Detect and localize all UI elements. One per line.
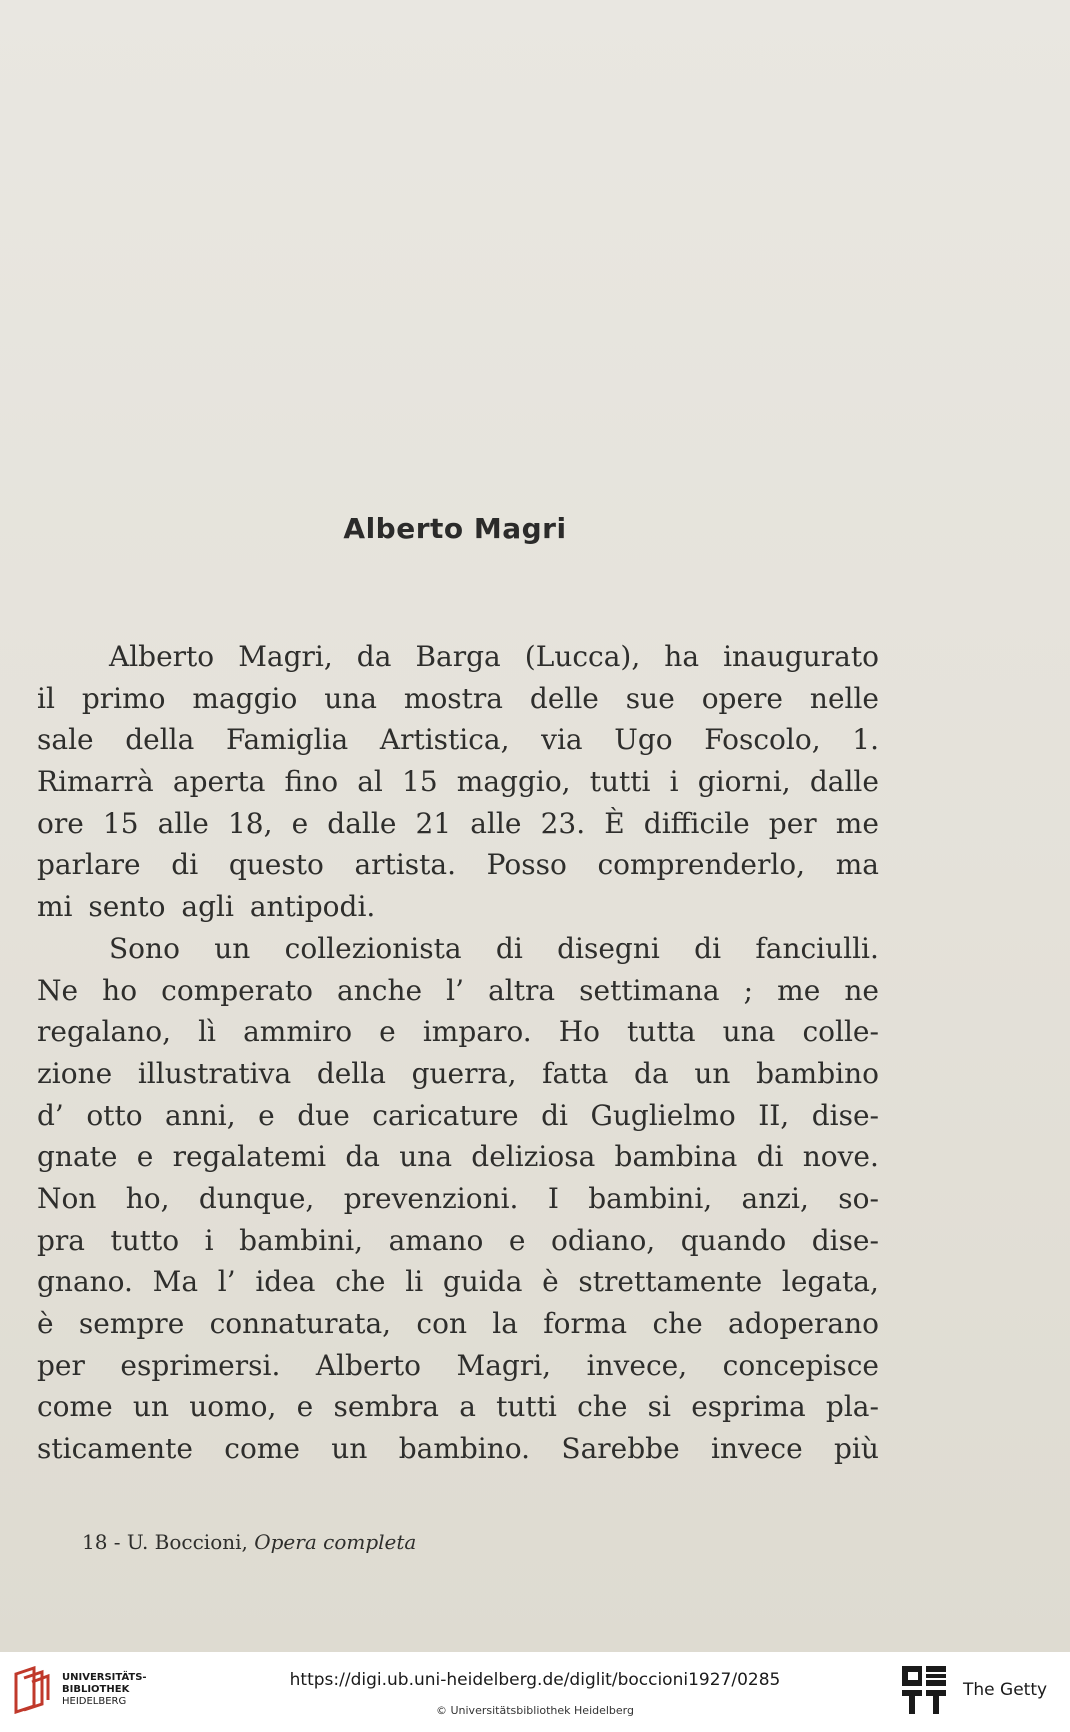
word: e	[258, 1098, 275, 1132]
word: quando	[680, 1223, 787, 1257]
word: da	[345, 1140, 380, 1174]
word: per	[768, 806, 817, 840]
word: uomo,	[189, 1390, 277, 1424]
word: per	[37, 1348, 85, 1382]
word: nelle	[809, 681, 879, 715]
word: II,	[758, 1098, 790, 1132]
word: connaturata,	[209, 1307, 392, 1340]
word: comprenderlo,	[597, 848, 806, 882]
word: imparo.	[422, 1015, 532, 1049]
signature-footer	[82, 1530, 416, 1554]
word: un	[214, 931, 251, 965]
word: caricature	[372, 1098, 519, 1132]
word: giorni,	[697, 765, 791, 799]
word: un	[132, 1390, 169, 1424]
word: otto	[86, 1098, 143, 1132]
word: disegni	[557, 931, 660, 965]
text-line	[37, 636, 879, 678]
word: della	[125, 723, 195, 757]
word: bambina	[614, 1140, 738, 1174]
partner-name: The Getty	[963, 1680, 1048, 1700]
library-name-line: UNIVERSITÄTS-	[62, 1672, 147, 1683]
text-line	[37, 1261, 879, 1303]
word: 15	[402, 765, 438, 799]
word: della	[316, 1056, 386, 1090]
word: delle	[529, 681, 599, 715]
word: un	[694, 1056, 731, 1090]
word: ne	[844, 973, 879, 1007]
word: e	[508, 1223, 526, 1257]
word: 21	[415, 806, 452, 840]
word: inaugurato	[723, 640, 879, 673]
word: di	[171, 848, 199, 882]
word: una	[324, 681, 377, 715]
word: dunque,	[198, 1181, 315, 1215]
word: di	[756, 1140, 784, 1174]
word: è	[37, 1307, 54, 1340]
word: e	[136, 1140, 154, 1174]
word: e	[291, 806, 309, 840]
word: tutta	[627, 1015, 696, 1049]
word: i	[669, 765, 679, 799]
word: fatta	[542, 1056, 609, 1090]
word: primo	[81, 681, 166, 715]
word: ammiro	[243, 1015, 353, 1049]
word: da	[356, 640, 392, 673]
word: che	[335, 1265, 386, 1299]
word: me	[777, 973, 821, 1007]
word: d’	[37, 1098, 64, 1132]
word: invece,	[586, 1348, 688, 1382]
word: via	[541, 723, 583, 757]
text-line	[37, 1178, 879, 1220]
word: Ne	[37, 973, 79, 1007]
word: li	[405, 1265, 424, 1299]
word: una	[722, 1015, 776, 1049]
word: come	[37, 1390, 113, 1424]
word: Guglielmo	[590, 1098, 736, 1132]
word: sticamente	[37, 1432, 193, 1466]
copyright-notice: © Universitätsbibliothek Heidelberg	[435, 1704, 634, 1717]
paragraph-2	[37, 928, 879, 1470]
word: 1.	[852, 723, 879, 757]
word: illustrativa	[137, 1056, 292, 1090]
word: Ma	[152, 1265, 199, 1299]
word: l’	[217, 1265, 236, 1299]
word: ha	[664, 640, 700, 673]
footer-prefix: 18 - U. Boccioni,	[82, 1530, 255, 1554]
word: questo	[228, 848, 324, 882]
word: a	[459, 1390, 476, 1424]
word: adoperano	[728, 1307, 879, 1340]
word: un	[331, 1432, 368, 1466]
text-line	[37, 761, 879, 803]
text-line	[37, 1303, 879, 1345]
digital-library-bar	[0, 1652, 1070, 1732]
word: Rimarrà	[37, 765, 154, 799]
text-line	[37, 928, 879, 970]
word: concepisce	[722, 1348, 879, 1382]
word: sembra	[333, 1390, 439, 1424]
word: dalle	[809, 765, 879, 799]
word: con	[416, 1307, 467, 1340]
word: bambino	[756, 1056, 879, 1090]
word: anche	[337, 973, 423, 1007]
word: maggio	[192, 681, 298, 715]
word: colle-	[802, 1015, 879, 1049]
text-line	[37, 803, 879, 845]
word: anzi,	[741, 1181, 809, 1215]
word: Magri,	[238, 640, 333, 673]
word: ho	[102, 973, 138, 1007]
word: Alberto	[315, 1348, 422, 1382]
word: alle	[470, 806, 522, 840]
text-line	[37, 1345, 879, 1387]
permalink-url[interactable]: https://digi.ub.uni-heidelberg.de/diglit/boccioni1927/0285	[289, 1670, 781, 1690]
word: Artistica,	[379, 723, 510, 757]
word: zione	[37, 1056, 113, 1090]
word: 15	[102, 806, 139, 840]
word: l’	[446, 973, 464, 1007]
word: tutto	[110, 1223, 180, 1257]
text-line	[37, 970, 879, 1012]
word: (Lucca),	[524, 640, 641, 673]
word: opere	[701, 681, 783, 715]
word: come	[224, 1432, 300, 1466]
word: gnate	[37, 1140, 118, 1174]
word: so-	[838, 1181, 879, 1215]
word: più	[834, 1432, 879, 1466]
word: Barga	[415, 640, 501, 673]
word: bambino.	[398, 1432, 531, 1466]
text-line	[37, 1220, 879, 1262]
word: difficile	[643, 806, 750, 840]
word: due	[297, 1098, 350, 1132]
word: che	[577, 1390, 628, 1424]
word: gnano.	[37, 1265, 133, 1299]
word: Alberto	[109, 640, 215, 673]
word: altra	[488, 973, 556, 1007]
word: I	[547, 1181, 559, 1215]
text-line	[37, 719, 879, 761]
word: ore	[37, 806, 84, 840]
word: ma	[835, 848, 879, 882]
word: settimana	[579, 973, 720, 1007]
text-line	[37, 1386, 879, 1428]
word: pra	[37, 1223, 86, 1257]
word: bambini,	[588, 1181, 713, 1215]
word: regalatemi	[172, 1140, 327, 1174]
word: Famiglia	[225, 723, 349, 757]
word: di	[694, 931, 722, 965]
word: idea	[255, 1265, 316, 1299]
word: sue	[625, 681, 675, 715]
word: al	[357, 765, 383, 799]
word: Sono	[109, 931, 180, 965]
word: parlare	[37, 848, 141, 882]
word: tutti	[589, 765, 651, 799]
word: di	[541, 1098, 569, 1132]
word: aperta	[172, 765, 266, 799]
footer-italic-title: Opera completa	[254, 1530, 417, 1554]
library-name-line: HEIDELBERG	[62, 1696, 127, 1707]
word: alle	[157, 806, 209, 840]
word: maggio,	[456, 765, 571, 799]
word: forma	[543, 1307, 628, 1340]
word: fino	[284, 765, 339, 799]
word: pla-	[825, 1390, 879, 1424]
word: invece	[711, 1432, 803, 1466]
word: lì	[198, 1015, 217, 1049]
word: esprima	[691, 1390, 806, 1424]
word: e	[379, 1015, 396, 1049]
text-line	[37, 844, 879, 886]
word: Non	[37, 1181, 97, 1215]
word: prevenzioni.	[343, 1181, 519, 1215]
text-line	[37, 1053, 879, 1095]
word: guida	[442, 1265, 523, 1299]
word: sempre	[78, 1307, 185, 1340]
word: il	[37, 681, 55, 715]
text-line: mi sento agli antipodi.	[37, 890, 376, 924]
word: 23.	[540, 806, 586, 840]
article-title: Alberto Magri	[343, 512, 567, 545]
text-line	[37, 678, 879, 720]
word: 18,	[227, 806, 273, 840]
word: artista.	[354, 848, 456, 882]
word: legata,	[781, 1265, 879, 1299]
word: deliziosa	[471, 1140, 596, 1174]
text-line	[37, 1095, 879, 1137]
word: tutti	[496, 1390, 557, 1424]
word: collezionista	[284, 931, 462, 965]
word: bambini,	[239, 1223, 364, 1257]
word: Ugo	[614, 723, 673, 757]
word: È	[604, 806, 625, 840]
word: Posso	[486, 848, 567, 882]
word: i	[204, 1223, 214, 1257]
word: dise-	[811, 1098, 879, 1132]
word: comperato	[161, 973, 313, 1007]
word: che	[652, 1307, 703, 1340]
word: me	[835, 806, 879, 840]
word: anni,	[165, 1098, 236, 1132]
article-body	[37, 636, 879, 1470]
word: strettamente	[578, 1265, 763, 1299]
word: esprimersi.	[120, 1348, 281, 1382]
word: regalano,	[37, 1015, 172, 1049]
word: ;	[743, 973, 754, 1007]
word: sale	[37, 723, 94, 757]
word: la	[492, 1307, 518, 1340]
word: Foscolo,	[704, 723, 821, 757]
word: ho,	[125, 1181, 170, 1215]
word: amano	[388, 1223, 484, 1257]
word: Sarebbe	[561, 1432, 680, 1466]
word: mostra	[403, 681, 503, 715]
word: Ho	[558, 1015, 600, 1049]
word: di	[495, 931, 523, 965]
library-name-line: BIBLIOTHEK	[62, 1684, 130, 1695]
word: Magri,	[456, 1348, 552, 1382]
word: si	[647, 1390, 671, 1424]
word: dise-	[811, 1223, 879, 1257]
word: odiano,	[550, 1223, 656, 1257]
word: da	[634, 1056, 669, 1090]
text-line	[37, 1136, 879, 1178]
word: una	[399, 1140, 453, 1174]
word: nove.	[802, 1140, 879, 1174]
getty-logo-icon[interactable]	[900, 1664, 948, 1720]
word: è	[542, 1265, 559, 1299]
word: fanciulli.	[755, 931, 879, 965]
word: guerra,	[411, 1056, 517, 1090]
word: e	[296, 1390, 314, 1424]
word: dalle	[327, 806, 397, 840]
paragraph-1	[37, 636, 879, 928]
text-line	[37, 1011, 879, 1053]
text-line	[37, 1428, 879, 1470]
